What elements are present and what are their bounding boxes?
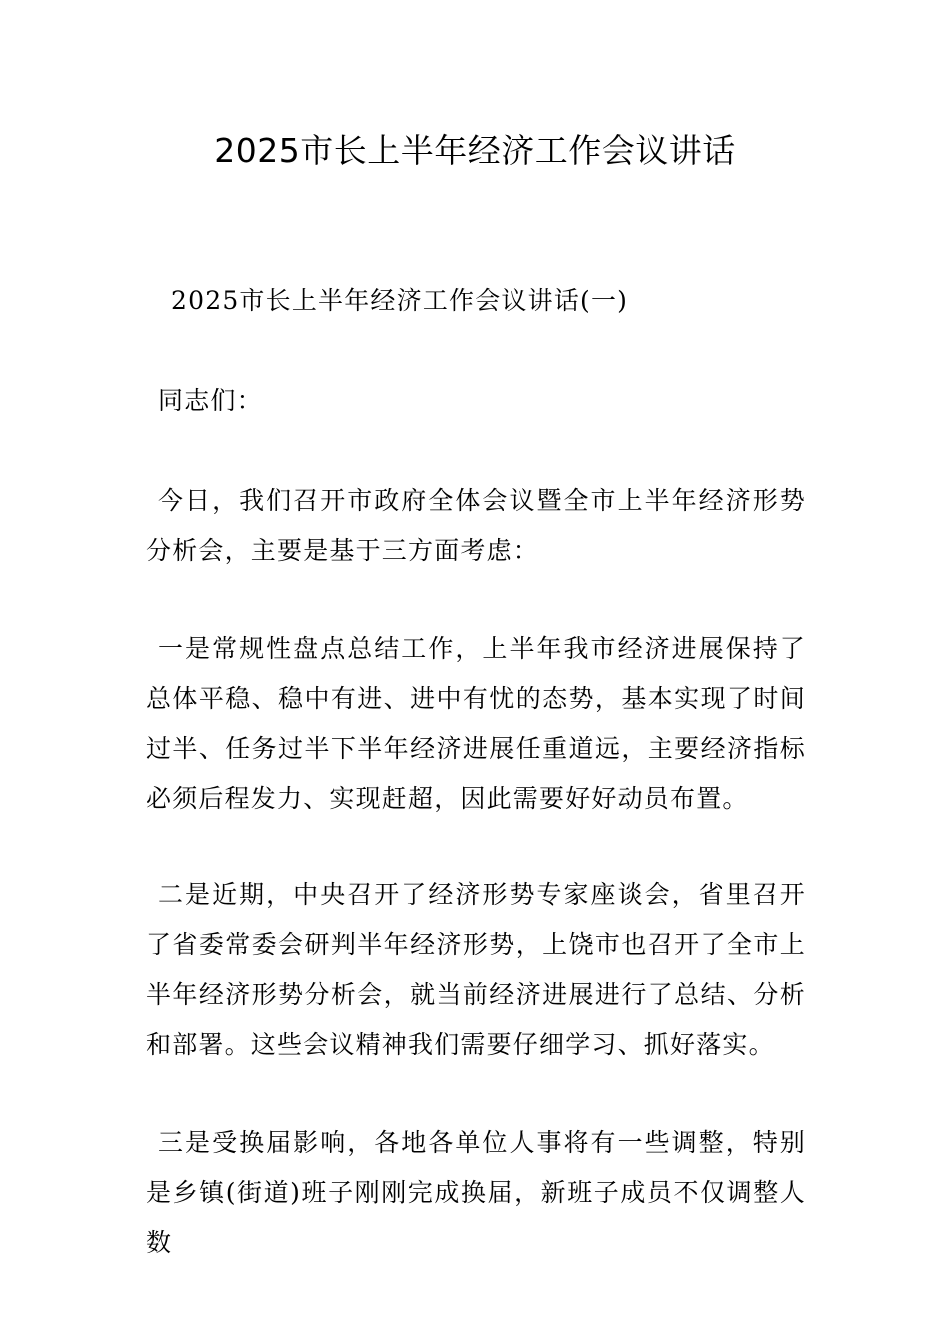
document-title: 2025市长上半年经济工作会议讲话	[214, 131, 736, 170]
document-subtitle: 2025市长上半年经济工作会议讲话(一)	[171, 286, 629, 315]
paragraph-intro: 今日，我们召开市政府全体会议暨全市上半年经济形势分析会，主要是基于三方面考虑：	[146, 486, 806, 565]
salutation: 同志们：	[158, 386, 263, 415]
paragraph-first-reason: 一是常规性盘点总结工作，上半年我市经济进展保持了总体平稳、稳中有进、进中有忧的态势，基本实现了时间过半、任务过半下半年经济进展任重道远，主要经济指标必须后程发力、实现赶超，因此需要好好动员布置。	[146, 634, 806, 813]
paragraph-third-reason: 三是受换届影响，各地各单位人事将有一些调整，特别是乡镇(街道)班子刚刚完成换届，新班子成员不仅调整人数	[146, 1128, 806, 1257]
paragraph-second-reason: 二是近期，中央召开了经济形势专家座谈会，省里召开了省委常委会研判半年经济形势，上饶市也召开了全市上半年经济形势分析会，就当前经济进展进行了总结、分析和部署。这些会议精神我们需要仔细学习、抓好落实。	[146, 880, 806, 1059]
